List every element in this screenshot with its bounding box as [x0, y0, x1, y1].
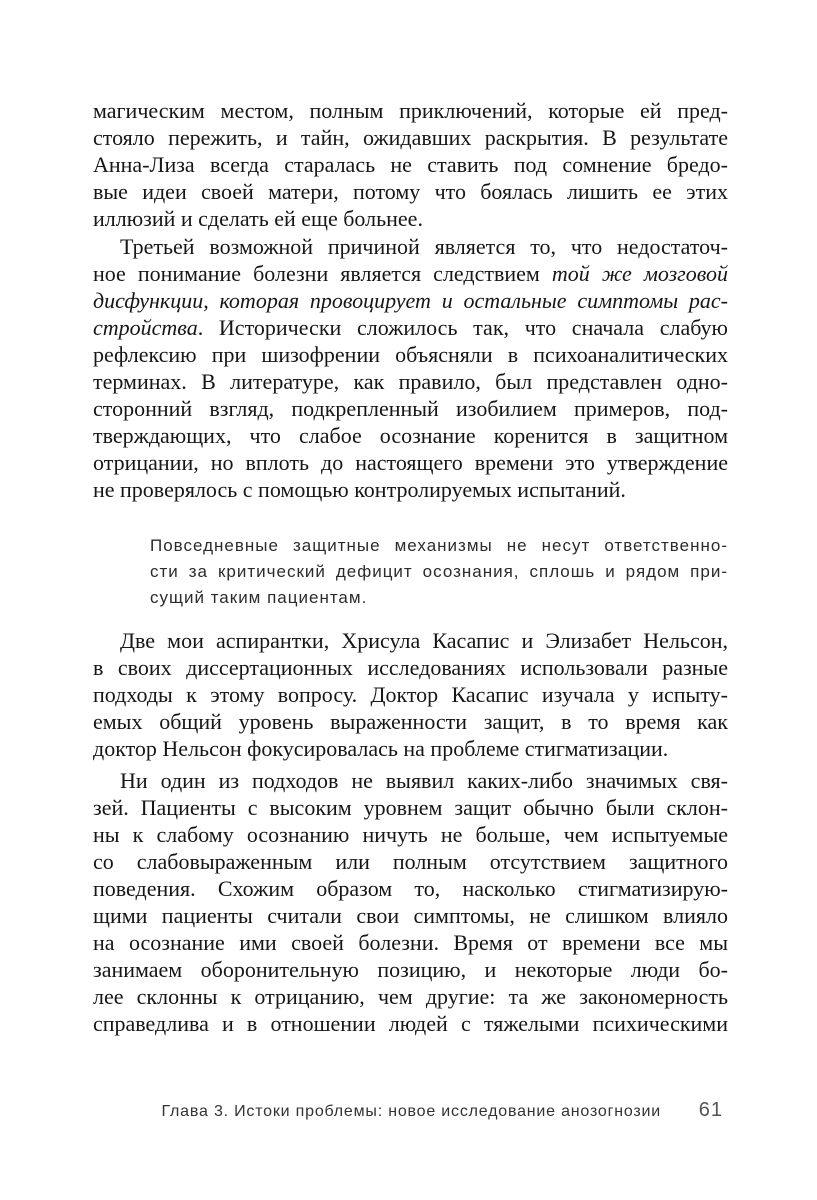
pull-quote — [150, 533, 728, 611]
text-line: сторонний взгляд, подкрепленный изобилием примеров, под- — [93, 396, 728, 421]
text-line: занимаем оборонительную позицию, и некоторые люди бо- — [93, 957, 728, 982]
paragraph — [93, 233, 728, 503]
text-line: щими пациенты считали свои симптомы, не слишком влияло — [93, 903, 728, 928]
italic-text-run: той же мозговой — [551, 261, 728, 286]
page-number: 61 — [698, 1099, 723, 1121]
text-line — [93, 260, 728, 287]
text-line: ны к слабому осознанию ничуть не больше, чем испытуемые — [93, 822, 728, 847]
text-line: со слабовыраженным или полным отсутствием защитного — [93, 849, 728, 874]
text-line: Третьей возможной причиной является то, что недостаточ- — [120, 234, 728, 259]
text-line: тверждающих, что слабое осознание коренится в защитном — [93, 423, 728, 448]
running-head: Глава 3. Истоки проблемы: новое исследование анозогнозии — [161, 1103, 661, 1120]
pull-quote-line: Повседневные защитные механизмы не несут ответственно- — [150, 536, 728, 555]
text-line: Ни один из подходов не выявил каких-либо значимых свя- — [120, 768, 728, 793]
text-line: зей. Пациенты с высоким уровнем защит обычно были склон- — [93, 795, 728, 820]
text-line: рефлексию при шизофрении объясняли в психоаналитических — [93, 342, 728, 367]
text-line: в своих диссертационных исследованиях использовали разные — [93, 655, 728, 680]
italic-text-run: стройства — [93, 315, 198, 340]
text-line: справедлива и в отношении людей с тяжелыми психическими — [93, 1011, 728, 1036]
text-line: на осознание ими своей болезни. Время от времени все мы — [93, 930, 728, 955]
text-line: иллюзий и сделать ей еще больнее. — [93, 206, 423, 231]
text-line: вые идеи своей матери, потому что боялась лишить ее этих — [93, 179, 728, 204]
text-line: магическим местом, полным приключений, которые ей пред- — [93, 98, 728, 123]
pull-quote-line: сти за критический дефицит осознания, сплошь и рядом при- — [150, 562, 728, 581]
text-line — [93, 287, 728, 314]
text-line: Анна-Лиза всегда старалась не ставить под сомнение бредо- — [93, 152, 728, 177]
text-line: емых общий уровень выраженности защит, в то время как — [93, 709, 728, 734]
text-line: не проверялось с помощью контролируемых испытаний. — [93, 477, 626, 502]
text-line: поведения. Схожим образом то, насколько стигматизирую- — [93, 876, 728, 901]
text-line — [93, 314, 728, 341]
paragraph — [93, 767, 728, 1037]
text-run: . Исторически сложилось так, что сначала слабую — [197, 315, 728, 340]
text-line: стояло пережить, и тайн, ожидавших раскрытия. В результате — [93, 125, 728, 150]
text-line: терминах. В литературе, как правило, был представлен одно- — [93, 369, 728, 394]
text-line: отрицании, но вплоть до настоящего времени это утверждение — [93, 450, 728, 475]
text-line: Две мои аспирантки, Хрисула Касапис и Элизабет Нельсон, — [120, 628, 728, 653]
pull-quote-line: сущий таким пациентам. — [150, 588, 368, 607]
italic-text-run: дисфункции, которая провоцирует и остальные симптомы рас- — [93, 288, 728, 313]
text-line: подходы к этому вопросу. Доктор Касапис изучала у испыту- — [93, 682, 728, 707]
text-line: доктор Нельсон фокусировалась на проблеме стигматизации. — [93, 736, 669, 761]
text-run: ное понимание болезни является следствием — [93, 261, 540, 286]
text-line: лее склонны к отрицанию, чем другие: та же закономерность — [93, 984, 728, 1009]
paragraph — [93, 97, 728, 232]
paragraph — [93, 627, 728, 762]
